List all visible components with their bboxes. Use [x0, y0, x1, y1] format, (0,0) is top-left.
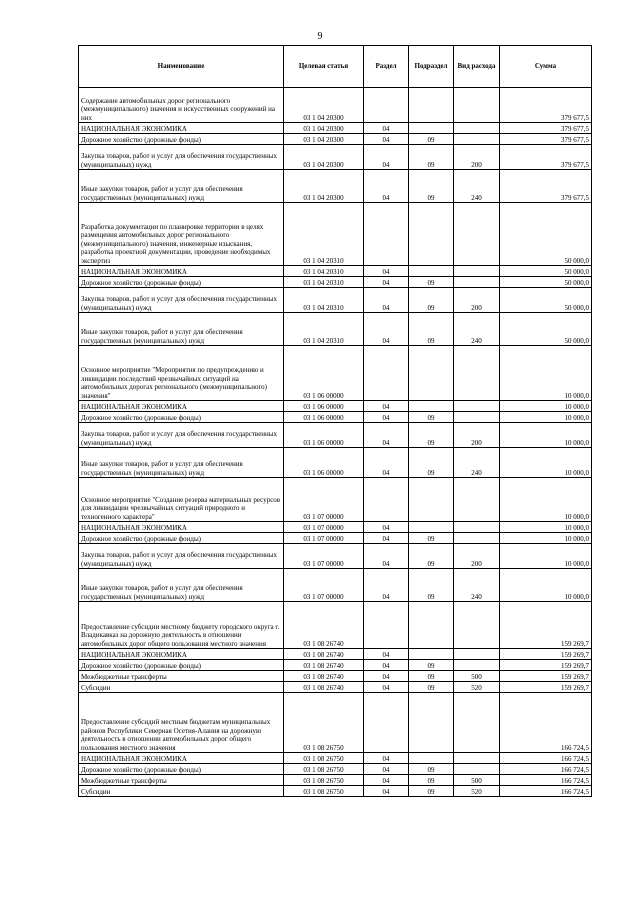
row-target: 03 1 04 20300 [284, 88, 364, 123]
row-expense-type: 500 [454, 775, 500, 786]
row-expense-type [454, 764, 500, 775]
row-target: 03 1 08 26750 [284, 775, 364, 786]
row-target: 03 1 04 20310 [284, 203, 364, 266]
row-sum: 10 000,0 [500, 544, 592, 569]
table-row [79, 288, 592, 313]
row-sum: 50 000,0 [500, 203, 592, 266]
row-sum: 159 269,7 [500, 649, 592, 660]
table-row [79, 682, 592, 693]
row-section: 04 [364, 277, 409, 288]
row-sum: 159 269,7 [500, 602, 592, 649]
row-name: Закупка товаров, работ и услуг для обеспечения государственных (муниципальных) нужд [79, 288, 284, 313]
row-sum: 10 000,0 [500, 478, 592, 522]
row-name: Разработка документации по планировке территории в целях размещения автомобильных дорог регионального (межмуниципального) значения, инженерные изыскания, разработка проектной документации, проведение необходимых экспертиз [79, 203, 284, 266]
row-subsection [409, 649, 454, 660]
row-target: 03 1 07 00000 [284, 544, 364, 569]
row-name: НАЦИОНАЛЬНАЯ ЭКОНОМИКА [79, 753, 284, 764]
row-section: 04 [364, 412, 409, 423]
header-target: Целевая статья [284, 46, 364, 88]
row-sum: 166 724,5 [500, 764, 592, 775]
row-section [364, 602, 409, 649]
row-name: Дорожное хозяйство (дорожные фонды) [79, 412, 284, 423]
row-name: НАЦИОНАЛЬНАЯ ЭКОНОМИКА [79, 266, 284, 277]
row-expense-type [454, 478, 500, 522]
row-expense-type: 200 [454, 423, 500, 448]
row-expense-type [454, 522, 500, 533]
row-expense-type [454, 277, 500, 288]
row-sum: 10 000,0 [500, 448, 592, 478]
table-row [79, 346, 592, 401]
row-target: 03 1 07 00000 [284, 569, 364, 602]
row-expense-type [454, 602, 500, 649]
row-section: 04 [364, 134, 409, 145]
table-row [79, 602, 592, 649]
row-sum: 10 000,0 [500, 423, 592, 448]
row-expense-type [454, 753, 500, 764]
row-section: 04 [364, 671, 409, 682]
table-row [79, 423, 592, 448]
row-sum: 50 000,0 [500, 277, 592, 288]
row-section: 04 [364, 448, 409, 478]
row-subsection [409, 266, 454, 277]
row-subsection: 09 [409, 448, 454, 478]
table-row [79, 764, 592, 775]
row-sum: 166 724,5 [500, 786, 592, 797]
row-expense-type [454, 123, 500, 134]
row-sum: 379 677,5 [500, 123, 592, 134]
row-target: 03 1 06 00000 [284, 346, 364, 401]
table-row [79, 145, 592, 170]
row-name: Иные закупки товаров, работ и услуг для обеспечения государственных (муниципальных) нужд [79, 170, 284, 203]
table-row [79, 693, 592, 753]
table-row [79, 775, 592, 786]
row-sum: 10 000,0 [500, 533, 592, 544]
row-sum: 10 000,0 [500, 412, 592, 423]
row-subsection: 09 [409, 671, 454, 682]
table-row [79, 786, 592, 797]
row-name: НАЦИОНАЛЬНАЯ ЭКОНОМИКА [79, 522, 284, 533]
table-row [79, 522, 592, 533]
row-subsection: 09 [409, 569, 454, 602]
row-sum: 10 000,0 [500, 401, 592, 412]
row-name: НАЦИОНАЛЬНАЯ ЭКОНОМИКА [79, 401, 284, 412]
row-name: Субсидии [79, 682, 284, 693]
table-row [79, 412, 592, 423]
row-expense-type [454, 266, 500, 277]
row-target: 03 1 08 26740 [284, 682, 364, 693]
row-expense-type: 520 [454, 682, 500, 693]
table-row [79, 401, 592, 412]
row-target: 03 1 04 20300 [284, 123, 364, 134]
row-target: 03 1 04 20310 [284, 266, 364, 277]
row-name: Предоставление субсидий местным бюджетам муниципальных районов Республики Северная Осетия-Алания на дорожную деятельность в отношении автомобильных дорог общего пользования местного значения [79, 693, 284, 753]
row-target: 03 1 08 26750 [284, 764, 364, 775]
row-name: Закупка товаров, работ и услуг для обеспечения государственных (муниципальных) нужд [79, 145, 284, 170]
row-subsection: 09 [409, 288, 454, 313]
row-sum: 379 677,5 [500, 170, 592, 203]
table-row [79, 170, 592, 203]
row-section: 04 [364, 753, 409, 764]
row-section: 04 [364, 145, 409, 170]
row-subsection: 09 [409, 145, 454, 170]
row-subsection [409, 753, 454, 764]
table-row [79, 478, 592, 522]
row-name: Иные закупки товаров, работ и услуг для обеспечения государственных (муниципальных) нужд [79, 313, 284, 346]
row-name: Дорожное хозяйство (дорожные фонды) [79, 134, 284, 145]
row-subsection [409, 602, 454, 649]
row-subsection: 09 [409, 544, 454, 569]
row-name: Иные закупки товаров, работ и услуг для обеспечения государственных (муниципальных) нужд [79, 448, 284, 478]
table-row [79, 277, 592, 288]
row-sum: 50 000,0 [500, 313, 592, 346]
row-name: Иные закупки товаров, работ и услуг для обеспечения государственных (муниципальных) нужд [79, 569, 284, 602]
row-subsection: 09 [409, 775, 454, 786]
row-expense-type [454, 346, 500, 401]
row-target: 03 1 04 20310 [284, 288, 364, 313]
header-sum: Сумма [500, 46, 592, 88]
row-expense-type: 240 [454, 569, 500, 602]
row-expense-type [454, 660, 500, 671]
table-row [79, 544, 592, 569]
row-expense-type: 200 [454, 145, 500, 170]
row-expense-type: 520 [454, 786, 500, 797]
row-expense-type [454, 88, 500, 123]
row-section [364, 88, 409, 123]
row-name: Межбюджетные трансферты [79, 775, 284, 786]
row-subsection: 09 [409, 786, 454, 797]
row-target: 03 1 07 00000 [284, 478, 364, 522]
row-name: Предоставление субсидии местному бюджету городского округа г. Владикавказ на дорожную деятельность в отношении автомобильных дорог общего пользования местного значения [79, 602, 284, 649]
row-expense-type: 500 [454, 671, 500, 682]
table-row [79, 313, 592, 346]
row-sum: 159 269,7 [500, 682, 592, 693]
row-name: Содержание автомобильных дорог регионального (межмуниципального) значения и искусственных сооружений на них [79, 88, 284, 123]
row-subsection [409, 478, 454, 522]
row-name: Дорожное хозяйство (дорожные фонды) [79, 277, 284, 288]
row-name: НАЦИОНАЛЬНАЯ ЭКОНОМИКА [79, 123, 284, 134]
row-target: 03 1 08 26750 [284, 753, 364, 764]
row-target: 03 1 04 20310 [284, 277, 364, 288]
row-target: 03 1 04 20300 [284, 134, 364, 145]
row-subsection: 09 [409, 170, 454, 203]
row-subsection [409, 522, 454, 533]
table-row [79, 569, 592, 602]
row-section: 04 [364, 764, 409, 775]
row-name: Дорожное хозяйство (дорожные фонды) [79, 764, 284, 775]
row-target: 03 1 08 26740 [284, 660, 364, 671]
row-target: 03 1 04 20300 [284, 145, 364, 170]
row-sum: 50 000,0 [500, 288, 592, 313]
row-target: 03 1 08 26750 [284, 786, 364, 797]
row-sum: 50 000,0 [500, 266, 592, 277]
row-sum: 379 677,5 [500, 134, 592, 145]
table-row [79, 134, 592, 145]
row-section: 04 [364, 288, 409, 313]
row-section [364, 478, 409, 522]
budget-table [78, 45, 592, 797]
row-target: 03 1 06 00000 [284, 401, 364, 412]
row-sum: 10 000,0 [500, 569, 592, 602]
row-expense-type [454, 134, 500, 145]
table-row [79, 123, 592, 134]
row-expense-type: 200 [454, 544, 500, 569]
row-name: Межбюджетные трансферты [79, 671, 284, 682]
row-target: 03 1 08 26740 [284, 671, 364, 682]
row-expense-type [454, 203, 500, 266]
row-expense-type [454, 533, 500, 544]
table-row [79, 649, 592, 660]
row-target: 03 1 07 00000 [284, 522, 364, 533]
row-section: 04 [364, 569, 409, 602]
header-subsection: Подраздел [409, 46, 454, 88]
table-row [79, 88, 592, 123]
row-section [364, 346, 409, 401]
row-sum: 166 724,5 [500, 753, 592, 764]
row-section: 04 [364, 544, 409, 569]
row-expense-type: 200 [454, 288, 500, 313]
row-name: Дорожное хозяйство (дорожные фонды) [79, 660, 284, 671]
row-subsection [409, 88, 454, 123]
header-name: Наименование [79, 46, 284, 88]
row-subsection: 09 [409, 682, 454, 693]
table-row [79, 671, 592, 682]
row-sum: 379 677,5 [500, 88, 592, 123]
row-subsection [409, 346, 454, 401]
row-target: 03 1 06 00000 [284, 448, 364, 478]
row-subsection [409, 401, 454, 412]
row-expense-type: 240 [454, 313, 500, 346]
row-name: Дорожное хозяйство (дорожные фонды) [79, 533, 284, 544]
row-name: НАЦИОНАЛЬНАЯ ЭКОНОМИКА [79, 649, 284, 660]
row-section [364, 693, 409, 753]
row-target: 03 1 06 00000 [284, 423, 364, 448]
row-target: 03 1 04 20300 [284, 170, 364, 203]
row-section: 04 [364, 266, 409, 277]
row-section: 04 [364, 533, 409, 544]
row-section: 04 [364, 660, 409, 671]
row-target: 03 1 07 00000 [284, 533, 364, 544]
table-row [79, 533, 592, 544]
row-subsection: 09 [409, 313, 454, 346]
row-target: 03 1 08 26740 [284, 602, 364, 649]
row-section: 04 [364, 123, 409, 134]
row-target: 03 1 08 26740 [284, 649, 364, 660]
table-row [79, 203, 592, 266]
row-sum: 379 677,5 [500, 145, 592, 170]
row-expense-type: 240 [454, 448, 500, 478]
row-target: 03 1 08 26750 [284, 693, 364, 753]
table-header-row [79, 46, 592, 88]
row-subsection: 09 [409, 412, 454, 423]
row-subsection: 09 [409, 134, 454, 145]
row-section: 04 [364, 313, 409, 346]
row-expense-type [454, 693, 500, 753]
row-section: 04 [364, 649, 409, 660]
row-sum: 10 000,0 [500, 522, 592, 533]
row-subsection: 09 [409, 533, 454, 544]
row-name: Закупка товаров, работ и услуг для обеспечения государственных (муниципальных) нужд [79, 423, 284, 448]
row-sum: 159 269,7 [500, 671, 592, 682]
table-row [79, 660, 592, 671]
table-row [79, 753, 592, 764]
row-sum: 10 000,0 [500, 346, 592, 401]
row-expense-type: 240 [454, 170, 500, 203]
row-name: Субсидии [79, 786, 284, 797]
page-number: 9 [317, 31, 323, 42]
row-subsection: 09 [409, 764, 454, 775]
row-subsection [409, 203, 454, 266]
row-section [364, 203, 409, 266]
row-expense-type [454, 649, 500, 660]
row-expense-type [454, 412, 500, 423]
header-section: Раздел [364, 46, 409, 88]
header-expense-type: Вид расхода [454, 46, 500, 88]
row-name: Основное мероприятие "Мероприятия по предупреждению и ликвидации последствий чрезвычайных ситуаций на автомобильных дорогах регионального (межмуниципального) значения" [79, 346, 284, 401]
table-row [79, 448, 592, 478]
row-section: 04 [364, 775, 409, 786]
row-sum: 166 724,5 [500, 775, 592, 786]
table-row [79, 266, 592, 277]
row-section: 04 [364, 682, 409, 693]
row-subsection: 09 [409, 277, 454, 288]
row-subsection [409, 123, 454, 134]
row-subsection [409, 693, 454, 753]
row-section: 04 [364, 423, 409, 448]
row-sum: 166 724,5 [500, 693, 592, 753]
row-subsection: 09 [409, 423, 454, 448]
row-target: 03 1 06 00000 [284, 412, 364, 423]
row-section: 04 [364, 786, 409, 797]
row-section: 04 [364, 170, 409, 203]
row-section: 04 [364, 522, 409, 533]
row-name: Основное мероприятие "Создание резерва материальных ресурсов для ликвидации чрезвычайных ситуаций природного и техногенного характера" [79, 478, 284, 522]
row-expense-type [454, 401, 500, 412]
row-sum: 159 269,7 [500, 660, 592, 671]
row-name: Закупка товаров, работ и услуг для обеспечения государственных (муниципальных) нужд [79, 544, 284, 569]
row-target: 03 1 04 20310 [284, 313, 364, 346]
row-subsection: 09 [409, 660, 454, 671]
row-section: 04 [364, 401, 409, 412]
